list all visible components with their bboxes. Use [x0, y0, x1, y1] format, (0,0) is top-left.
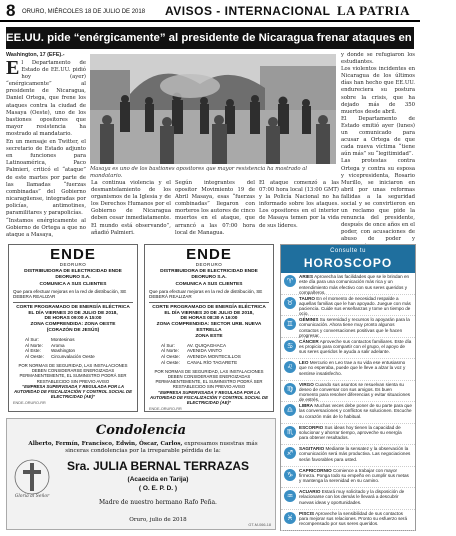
- condolence-intro: Alberto, Fermín, Francisco, Edwin, Óscar, Carlos, expresamos nuestras más sinceras condolencias por la irreparable pérdida de la:: [28, 441, 258, 454]
- zodiac-aries-icon: ♈: [284, 275, 296, 287]
- sign-text: [299, 403, 412, 422]
- sign-text: [299, 339, 412, 358]
- sign-name: PISCIS: [299, 510, 315, 516]
- article-column-4: El ataque comenzó a las 07:00 hora local (13:00 GMT) y la Policía Nacional no ha informado sobre los ataques. Los opositores en el interior de Masaya temen por la vida de sus líderes.: [259, 180, 339, 229]
- rip-line: ( O. E. P. D. ): [138, 485, 178, 492]
- svg-text:Gloria al Señor: Gloria al Señor: [14, 494, 50, 499]
- condolence-notice: [6, 418, 276, 530]
- sign-cancer: [281, 338, 415, 360]
- sign-libra: [281, 402, 415, 424]
- outage-date: EL DÍA VIERNES 20 DE JULIO DE 2018,: [164, 310, 254, 316]
- sign-escorpio: [281, 424, 415, 446]
- condolence-title: Condolencia: [95, 423, 187, 438]
- sign-piscis: [281, 510, 415, 532]
- horoscope-kicker: Consulte tu: [330, 248, 366, 254]
- sign-text: [299, 468, 412, 487]
- ende-logo: ENDE: [186, 246, 232, 263]
- zodiac-tauro-icon: ♉: [284, 297, 296, 309]
- sign-name: SAGITARIO: [299, 446, 325, 451]
- outage-title: CORTE PROGRAMADO DE ENERGÍA ELÉCTRICA: [152, 304, 266, 310]
- sign-forecast: Mercurio en Leo trae a su vida ese entusiasmo que no esperaba, puede que le lleve a alzar la voz y sentirse insatisfecho.: [299, 360, 406, 376]
- sign-virgo: [281, 381, 415, 403]
- article-column-5: y donde se refugiaron los estudiantes. Los violentos incidentes en Nicaragua de los últimos días han hecho que EE.UU. endureciera su postura sobre la crisis, que ha dejado más de 350 muertos desde abril. El Departamento de Estado emitió ayer (lunes) un comunicado para acusar a Ortega de que cada nueva víctima “tiene aún más” su “legitimidad”. Las protestas contra Ortega y contra su esposa y vicepresidenta, Rosario Murillo, se iniciaron en abril por unas reformas fallidas a la seguridad social y se convirtieron en un reclamo que pide la renuncia del presidente, después de once años en el poder, con acusaciones de abuso de poder y: [341, 52, 415, 243]
- zone-bound-row: Al Sur: AV. QUIQAGHACA: [161, 342, 227, 348]
- horoscope-box: [280, 244, 416, 531]
- ende-logo-sub: DEORURO: [195, 262, 223, 267]
- sign-forecast: Mediante la sensatez y la observación la comunicación será más productiva. Las negociaciones serán favorables para usted.: [299, 446, 411, 462]
- regulation-note: “EMPRESA SUPERVISADA Y REGULADA POR LA AUTORIDAD DE FISCALIZACIÓN Y CONTROL SOCIAL DE ELECTRICIDAD (AE)”: [13, 383, 132, 400]
- ende-notice-2: [144, 244, 274, 412]
- deceased-note: (Acaecida en Tarija): [127, 476, 189, 483]
- ende-logo-sub: DEORURO: [59, 262, 87, 267]
- sign-text: [299, 489, 412, 508]
- horoscope-header: [281, 245, 415, 273]
- relation-line: Madre de nuestro hermano Rafo Peña.: [99, 499, 217, 506]
- outage-date: EL DÍA VIERNES 20 DE JULIO DE 2018,: [28, 310, 118, 316]
- article-column-1: [6, 52, 86, 239]
- article-paragraph: “Instamos enérgicamente al Gobierno de Ortega a que no ataque a Masaya,: [6, 218, 86, 239]
- section-title: AVISOS - INTERNACIONAL: [165, 4, 331, 18]
- article-paragraph: El Departamento de Estado de EE.UU. pidió hoy (ayer) “enérgicamente” al presidente de Nicaragua, Daniel Ortega, que frene los ataques contra la ciudad de Masaya (Oeste), uno de los bastiones opositores que mayor resistencia ha mostrado al mandatario.: [6, 57, 86, 137]
- zone-bound-row: Al Norte: Aroma: [25, 342, 65, 348]
- notice-intro: Que para efectuar mejoras en la red de distribución, SE DEBERÁ REALIZAR: [149, 288, 263, 300]
- sign-text: [299, 317, 412, 336]
- zone-bounds: [25, 337, 133, 360]
- sign-text: [299, 446, 412, 465]
- ad-code: ENDE-ORURO-RR: [13, 401, 46, 406]
- newspaper-name: LA PATRIA: [337, 3, 410, 18]
- sign-text: [299, 382, 412, 401]
- sign-forecast: Aproveche sus contactos familiares. Este día es propicio para compartir con el grupo, el apoyo de sus seres queridos le ayuda a salir adelante.: [299, 338, 412, 355]
- sign-name: VIRGO: [299, 381, 314, 387]
- zone-bounds: [161, 343, 269, 366]
- zone-title: ZONA COMPRENDIDA: SECTOR URB. NUEVA ESTRELLA: [156, 322, 262, 333]
- zone-title: ZONA COMPRENDIDA: ZONA OESTE: [30, 322, 116, 328]
- sign-forecast: Su serenidad y recursos lo apoyarán para la comunicación. Ahora tiene muy pronto algunos contactos y conversaciones positivas que le hacen progresar.: [299, 317, 410, 338]
- condolence-date: Oruro, julio de 2018: [129, 517, 187, 523]
- outage-hours: DE HORAS 08:30 A 16:00: [180, 316, 238, 322]
- sign-name: ACUARIO: [299, 489, 321, 494]
- notice-heading: COMUNICA A SUS CLIENTES: [175, 281, 243, 287]
- sign-text: [299, 296, 412, 315]
- sign-name: TAURO: [299, 295, 315, 301]
- sign-forecast: Sus ideas hoy tienen la capacidad de solucionar y ahorrar tiempo, aproveche su energía para obtener resultados.: [299, 424, 402, 441]
- zodiac-cancer-icon: ♋: [284, 340, 296, 352]
- page-header: [0, 0, 420, 22]
- distributor-name: DISTRIBUIDORA DE ELECTRICIDAD ENDE DEORURO S.A.: [24, 269, 122, 280]
- zodiac-libra-icon: ♎: [284, 404, 296, 416]
- sign-name: ARIES: [299, 274, 314, 279]
- notice-heading: COMUNICA A SUS CLIENTES: [39, 281, 107, 287]
- ad-code: GT-M-066-18: [248, 523, 271, 527]
- sign-name: ESCORPIO: [299, 424, 324, 430]
- zodiac-piscis-icon: ♓: [284, 512, 296, 524]
- zone-bound-row: Al Oeste: CANAL RÍO TAGARETE: [161, 359, 238, 365]
- sign-forecast: Aproveche la sensibilidad de sus contactos para mejorar sus relaciones. Pronto su esfuerzo será recompensado por sus seres queridos.: [299, 510, 408, 527]
- outage-hours: DE HORAS 09:00 A 15:00: [44, 316, 102, 322]
- zone-bound-row: Al Norte: AVENIDA VINTO: [161, 348, 222, 354]
- zodiac-sagitario-icon: ♐: [284, 447, 296, 459]
- zodiac-geminis-icon: ♊: [284, 318, 296, 330]
- article-headline: EE.UU. pide “enérgicamente” al presidente de Nicaragua frenar ataques en Masaya: [6, 27, 414, 49]
- sign-text: [299, 274, 412, 293]
- horoscope-signs: [281, 273, 415, 531]
- zone-subtitle: (CORAZÓN DE JESÚS): [46, 327, 100, 333]
- zodiac-capricornio-icon: ♑: [284, 469, 296, 481]
- sign-capricornio: [281, 467, 415, 489]
- drop-cap: E: [6, 57, 20, 79]
- zone-bound-row: Al Oeste: AVENIDA MONTECILLOS: [161, 354, 241, 360]
- zone-subtitle: ZONA ESTE: [195, 333, 223, 339]
- photo-caption: Masaya es uno de los bastiones opositores que mayor resistencia ha mostrado al mandatario.: [90, 166, 308, 179]
- sign-text: [299, 511, 412, 530]
- zodiac-acuario-icon: ♒: [284, 490, 296, 502]
- distributor-name: DISTRIBUIDORA DE ELECTRICIDAD ENDE DEORURO S.A.: [160, 269, 258, 280]
- safety-note: POR NORMAS DE SEGURIDAD, LAS INSTALACIONES DEBEN CONSIDERARSE ENERGIZADAS PERMANENTEMENTE, EL SUMINISTRO PODRÁ SER RESTABLECIDO SIN PREVIO AVISO: [154, 368, 264, 390]
- zone-bound-row: Al Oeste: Circunvalación Oeste: [25, 354, 95, 360]
- regulation-note: “EMPRESA SUPERVISADA Y REGULADA POR LA AUTORIDAD DE FISCALIZACIÓN Y CONTROL SOCIAL DE ELECTRICIDAD (AE)”: [149, 389, 268, 405]
- sign-forecast: En el momento de necesidad respalde a aquellas familias que le han apoyado. Juegue con más paciencia. Cuide sus enseñanzas y tome un tiempo de ocio.: [299, 295, 411, 317]
- page-number: 8: [6, 1, 16, 20]
- sign-geminis: [281, 316, 415, 338]
- sign-forecast: Aprovecha las facilidades que se le brindan en este día para una comunicación más rica y un entendimiento más efectivo con sus seres queridos y compañeros.: [299, 274, 410, 295]
- zodiac-escorpio-icon: ♏: [284, 426, 296, 438]
- ad-code: ENDE-ORURO-RR: [149, 407, 182, 412]
- sign-text: [299, 360, 412, 379]
- sign-forecast: Estará muy solicitado y la disposición de relacionarse con los demás le llevará a descubrir nuevas ideas y oportunidades.: [299, 489, 405, 505]
- sign-leo: [281, 359, 415, 381]
- article-photo: [90, 54, 336, 164]
- sign-name: GÉMINIS: [299, 317, 319, 322]
- article-dateline: Washington, 17 (EFE).-: [6, 52, 65, 58]
- ende-logo: ENDE: [50, 246, 96, 263]
- article-column-2: La continua violencia y el desmantelamiento de los organismos de la Iglesia y de los Derechos Humanos por el Gobierno de Nicaragua deben cesar inmediatamente. El mundo está observando”, añadió Palmieri.: [91, 180, 171, 236]
- safety-note: POR NORMAS DE SEGURIDAD, LAS INSTALACIONES DEBEN CONSIDERARSE ENERGIZADAS PERMANENTEMENTE, EL SUMINISTRO PODRÁ SER RESTABLECIDO SIN PREVIO AVISO: [18, 362, 128, 384]
- outage-title: CORTE PROGRAMADO DE ENERGÍA ELÉCTRICA: [16, 304, 130, 310]
- sign-name: LIBRA: [299, 403, 314, 408]
- sign-name: CÁNCER: [299, 338, 319, 344]
- sign-forecast: Muchas veces debe poner de su parte para que las conversaciones y conflictos se solucionen. Escuche su corazón más de lo habitual.: [299, 403, 412, 419]
- article-column-3: Según integrantes del opositor Movimiento 19 de Abril Masaya, esas “fuerzas combinadas” llegaron con morteros los autores de cinco muertos en el ataque, que arrancó a las 07:00 hora local de Managua.: [175, 180, 255, 236]
- sign-forecast: Comience a trabajar con mayor firmeza. Ponga todo su empeño en cumplir sus metas y mantenga la serenidad en su camino.: [299, 467, 409, 484]
- sign-aries: [281, 273, 415, 295]
- sign-sagitario: [281, 445, 415, 467]
- zone-bound-row: Al Este: Washington: [25, 348, 76, 354]
- zodiac-leo-icon: ♌: [284, 361, 296, 373]
- sign-name: LEO: [299, 360, 309, 365]
- horoscope-title: HOROSCOPO: [303, 256, 393, 270]
- sign-acuario: [281, 488, 415, 510]
- deceased-name: Sra. JULIA BERNAL TERRAZAS: [66, 459, 250, 473]
- sign-forecast: Cuando sus asuntos se resuelvan sienta su deseo de conversar con sus amigos. Es buen momento para resolver diferencias y evitar situaciones de estrés.: [299, 381, 411, 403]
- sign-name: CAPRICORNIO: [299, 467, 332, 473]
- ende-notice-1: [8, 244, 138, 412]
- sign-tauro: [281, 295, 415, 317]
- cross-ornament-icon: [13, 455, 51, 499]
- sign-text: [299, 425, 412, 444]
- zodiac-virgo-icon: ♍: [284, 383, 296, 395]
- issue-date: ORURO, MIÉRCOLES 18 DE JULIO DE 2018: [22, 9, 146, 15]
- notice-intro: Que para efectuar mejoras en la red de distribución, SE DEBERA REALIZAR: [13, 288, 127, 300]
- article-paragraph: En un mensaje en Twitter, el secretario de Estado adjunto en funciones para Latinoamérica, Paco Palmieri, criticó el “ataque” de este martes por parte de las llamadas “fuerzas combinadas” del Gobierno nicaragüense, integradas por policías, antimotines, paramilitares y parapolicías.: [6, 139, 86, 216]
- zone-bound-row: Al Sur: Montesinos: [25, 336, 75, 342]
